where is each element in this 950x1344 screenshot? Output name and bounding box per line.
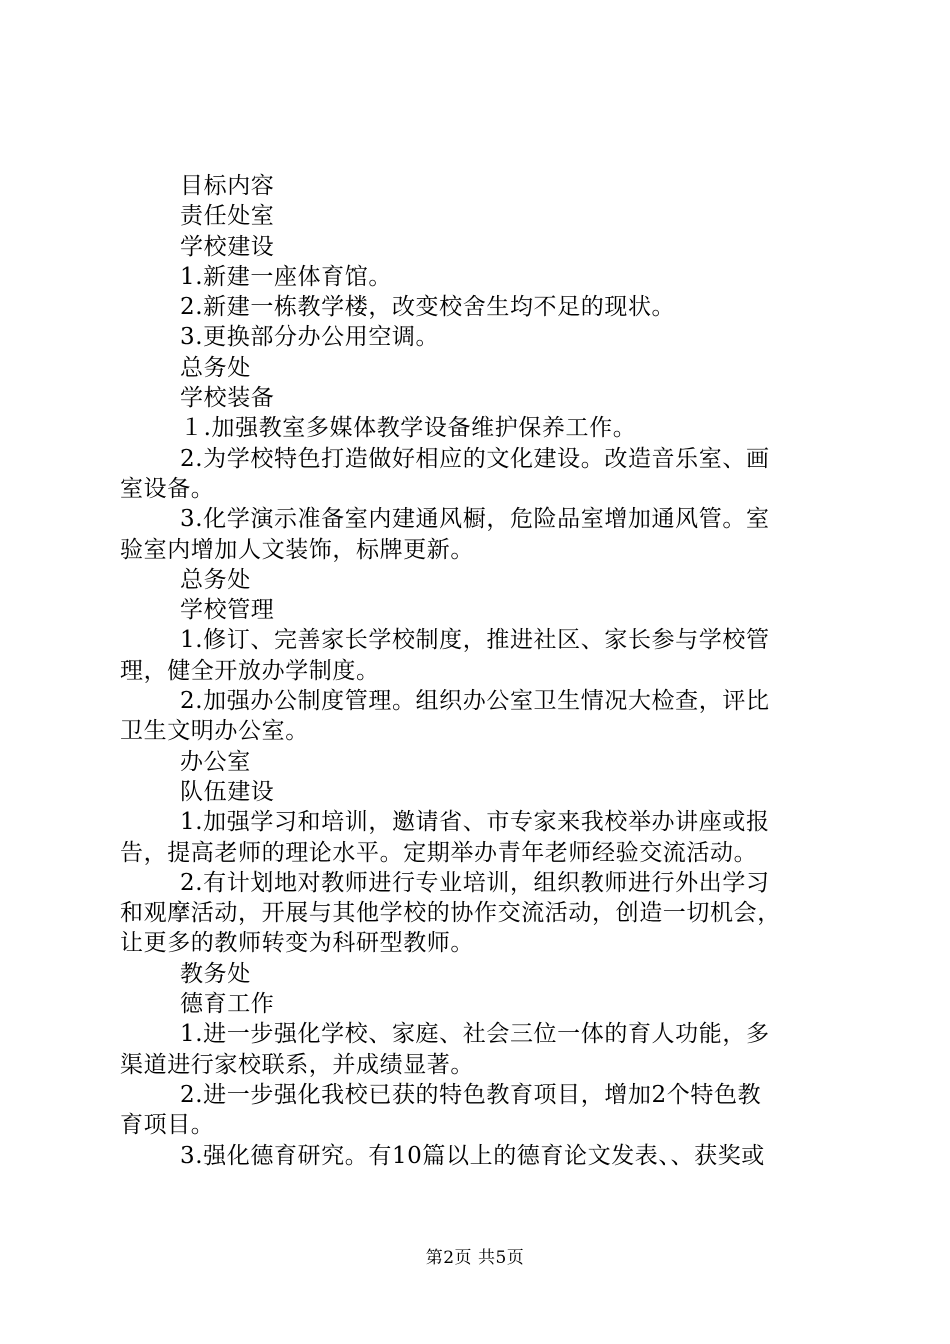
text-line: 2.为学校特色打造做好相应的文化建设。改造音乐室、画 [180,445,770,472]
text-line: 3.化学演示准备室内建通风橱，危险品室增加通风管。室 [180,506,770,533]
text-line: 2.加强办公制度管理。组织办公室卫生情况大检查，评比 [180,688,770,715]
text-line: 1.进一步强化学校、家庭、社会三位一体的育人功能，多 [180,1021,770,1048]
text-line: 学校建设 [180,233,275,260]
text-line: 责任处室 [180,203,275,230]
text-line: １.加强教室多媒体教学设备维护保养工作。 [180,415,637,442]
text-line: 和观摩活动，开展与其他学校的协作交流活动，创造一切机会， [120,900,781,927]
text-line: 1.新建一座体育馆。 [180,263,392,290]
text-line: 队伍建设 [180,778,275,805]
text-line: 教务处 [180,960,251,987]
page-number-label: 第2页 共5页 [425,1248,525,1268]
text-line: 学校装备 [180,385,275,412]
page-footer [0,1243,950,1268]
text-line: 1.加强学习和培训，邀请省、市专家来我校举办讲座或报 [180,809,770,836]
text-line: 1.修订、完善家长学校制度，推进社区、家长参与学校管 [180,627,770,654]
text-line: 3.更换部分办公用空调。 [180,324,440,351]
text-line: 3.强化德育研究。有10篇以上的德育论文发表、、获奖或 [180,1142,765,1169]
text-line: 总务处 [180,566,251,593]
text-line: 渠道进行家校联系，并成绩显著。 [120,1051,474,1078]
text-line: 目标内容 [180,173,275,199]
text-line: 验室内增加人文装饰，标牌更新。 [120,536,474,563]
text-line: 理，健全开放办学制度。 [120,657,380,684]
text-line: 卫生文明办公室。 [120,718,309,745]
text-line: 总务处 [180,354,251,381]
text-line: 育项目。 [120,1112,215,1139]
document-body [120,171,836,1171]
text-line: 让更多的教师转变为科研型教师。 [120,930,474,957]
text-line: 办公室 [180,748,251,775]
text-line: 室设备。 [120,475,215,502]
text-line: 2.新建一栋教学楼，改变校舍生均不足的现状。 [180,294,676,321]
text-line: 2.有计划地对教师进行专业培训，组织教师进行外出学习 [180,869,770,896]
text-line: 学校管理 [180,597,275,624]
text-line: 2.进一步强化我校已获的特色教育项目，增加2个特色教 [180,1081,762,1108]
text-line: 告，提高老师的理论水平。定期举办青年老师经验交流活动。 [120,839,758,866]
text-line: 德育工作 [180,991,275,1018]
